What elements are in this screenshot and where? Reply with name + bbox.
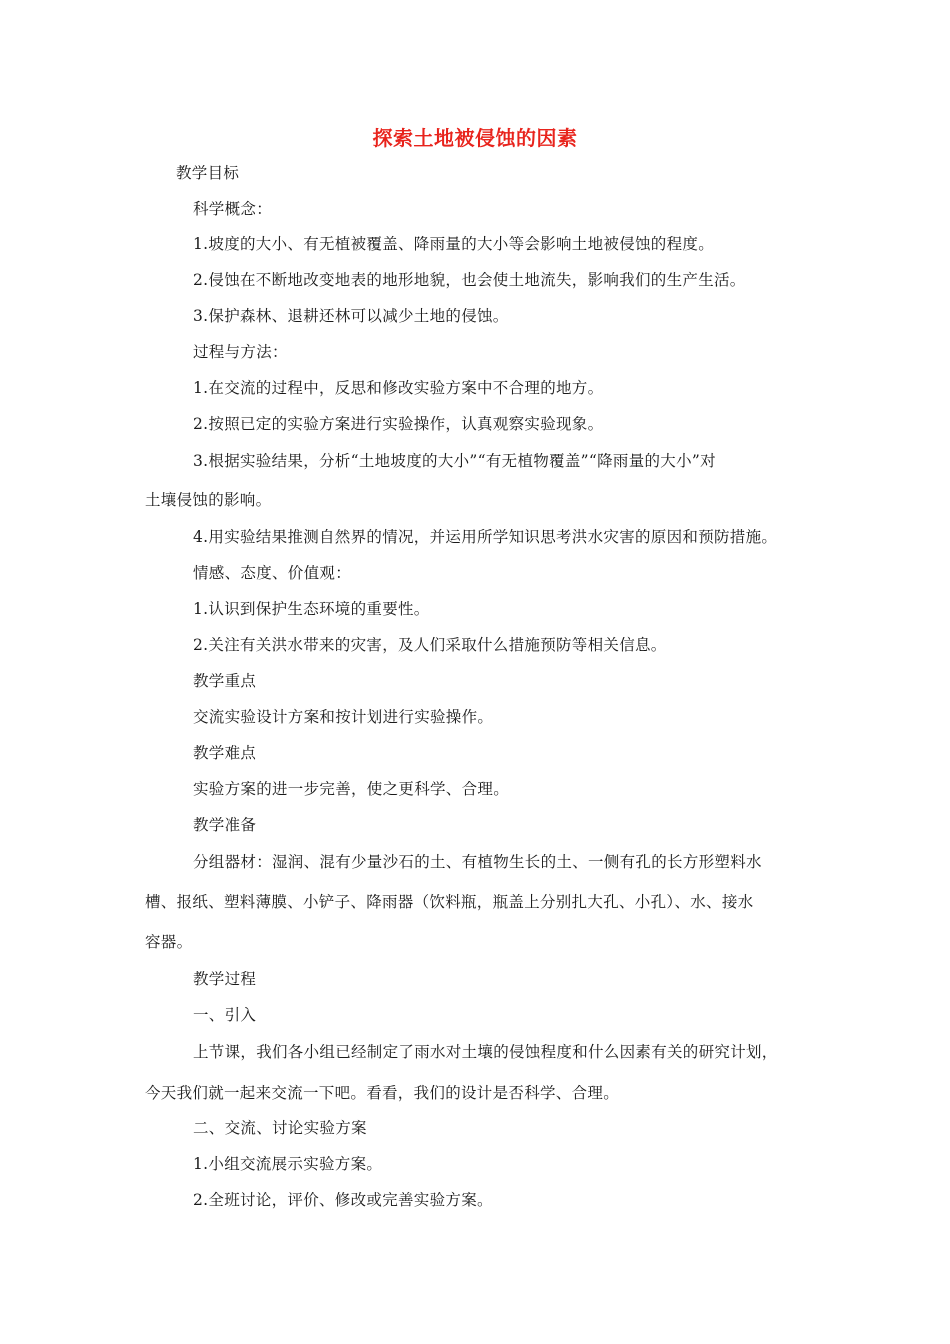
- discuss-item: 1.小组交流展示实验方案。: [193, 1155, 383, 1173]
- prep-line: 分组器材：湿润、混有少量沙石的土、有植物生长的土、一侧有孔的长方形塑料水: [193, 853, 762, 871]
- process-item: 2.按照已定的实验方案进行实验操作，认真观察实验现象。: [193, 415, 604, 433]
- intro-line: 今天我们就一起来交流一下吧。看看，我们的设计是否科学、合理。: [145, 1084, 620, 1102]
- goals-heading: 教学目标: [176, 164, 240, 182]
- document-title: 探索土地被侵蚀的因素: [372, 126, 578, 150]
- discuss-heading: 二、交流、讨论实验方案: [193, 1119, 367, 1137]
- intro-heading: 一、引入: [193, 1006, 257, 1024]
- process-heading: 过程与方法：: [193, 343, 288, 361]
- attitude-item: 1.认识到保护生态环境的重要性。: [193, 600, 430, 618]
- key-text: 交流实验设计方案和按计划进行实验操作。: [193, 708, 494, 726]
- process-item: 4.用实验结果推测自然界的情况，并运用所学知识思考洪水灾害的原因和预防措施。: [193, 528, 778, 546]
- attitude-heading: 情感、态度、价值观：: [193, 564, 352, 582]
- attitude-item: 2.关注有关洪水带来的灾害，及人们采取什么措施预防等相关信息。: [193, 636, 667, 654]
- process2-heading: 教学过程: [193, 970, 257, 988]
- prep-line: 容器。: [145, 933, 193, 951]
- concept-item: 3.保护森林、退耕还林可以减少土地的侵蚀。: [193, 307, 509, 325]
- intro-line: 上节课，我们各小组已经制定了雨水对土壤的侵蚀程度和什么因素有关的研究计划，: [193, 1043, 778, 1061]
- discuss-item: 2.全班讨论，评价、修改或完善实验方案。: [193, 1191, 493, 1209]
- key-heading: 教学重点: [193, 672, 257, 690]
- process-item-continued: 土壤侵蚀的影响。: [145, 491, 272, 509]
- process-item: 1.在交流的过程中，反思和修改实验方案中不合理的地方。: [193, 379, 604, 397]
- concept-item: 1.坡度的大小、有无植被覆盖、降雨量的大小等会影响土地被侵蚀的程度。: [193, 235, 714, 253]
- process-item: 3.根据实验结果，分析“土地坡度的大小”“有无植物覆盖”“降雨量的大小”对: [193, 452, 716, 470]
- prep-heading: 教学准备: [193, 816, 257, 834]
- prep-line: 槽、报纸、塑料薄膜、小铲子、降雨器（饮料瓶，瓶盖上分别扎大孔、小孔）、水、接水: [145, 893, 754, 911]
- difficulty-heading: 教学难点: [193, 744, 257, 762]
- concept-heading: 科学概念：: [193, 200, 273, 218]
- concept-item: 2.侵蚀在不断地改变地表的地形地貌，也会使土地流失，影响我们的生产生活。: [193, 271, 746, 289]
- difficulty-text: 实验方案的进一步完善，使之更科学、合理。: [193, 780, 510, 798]
